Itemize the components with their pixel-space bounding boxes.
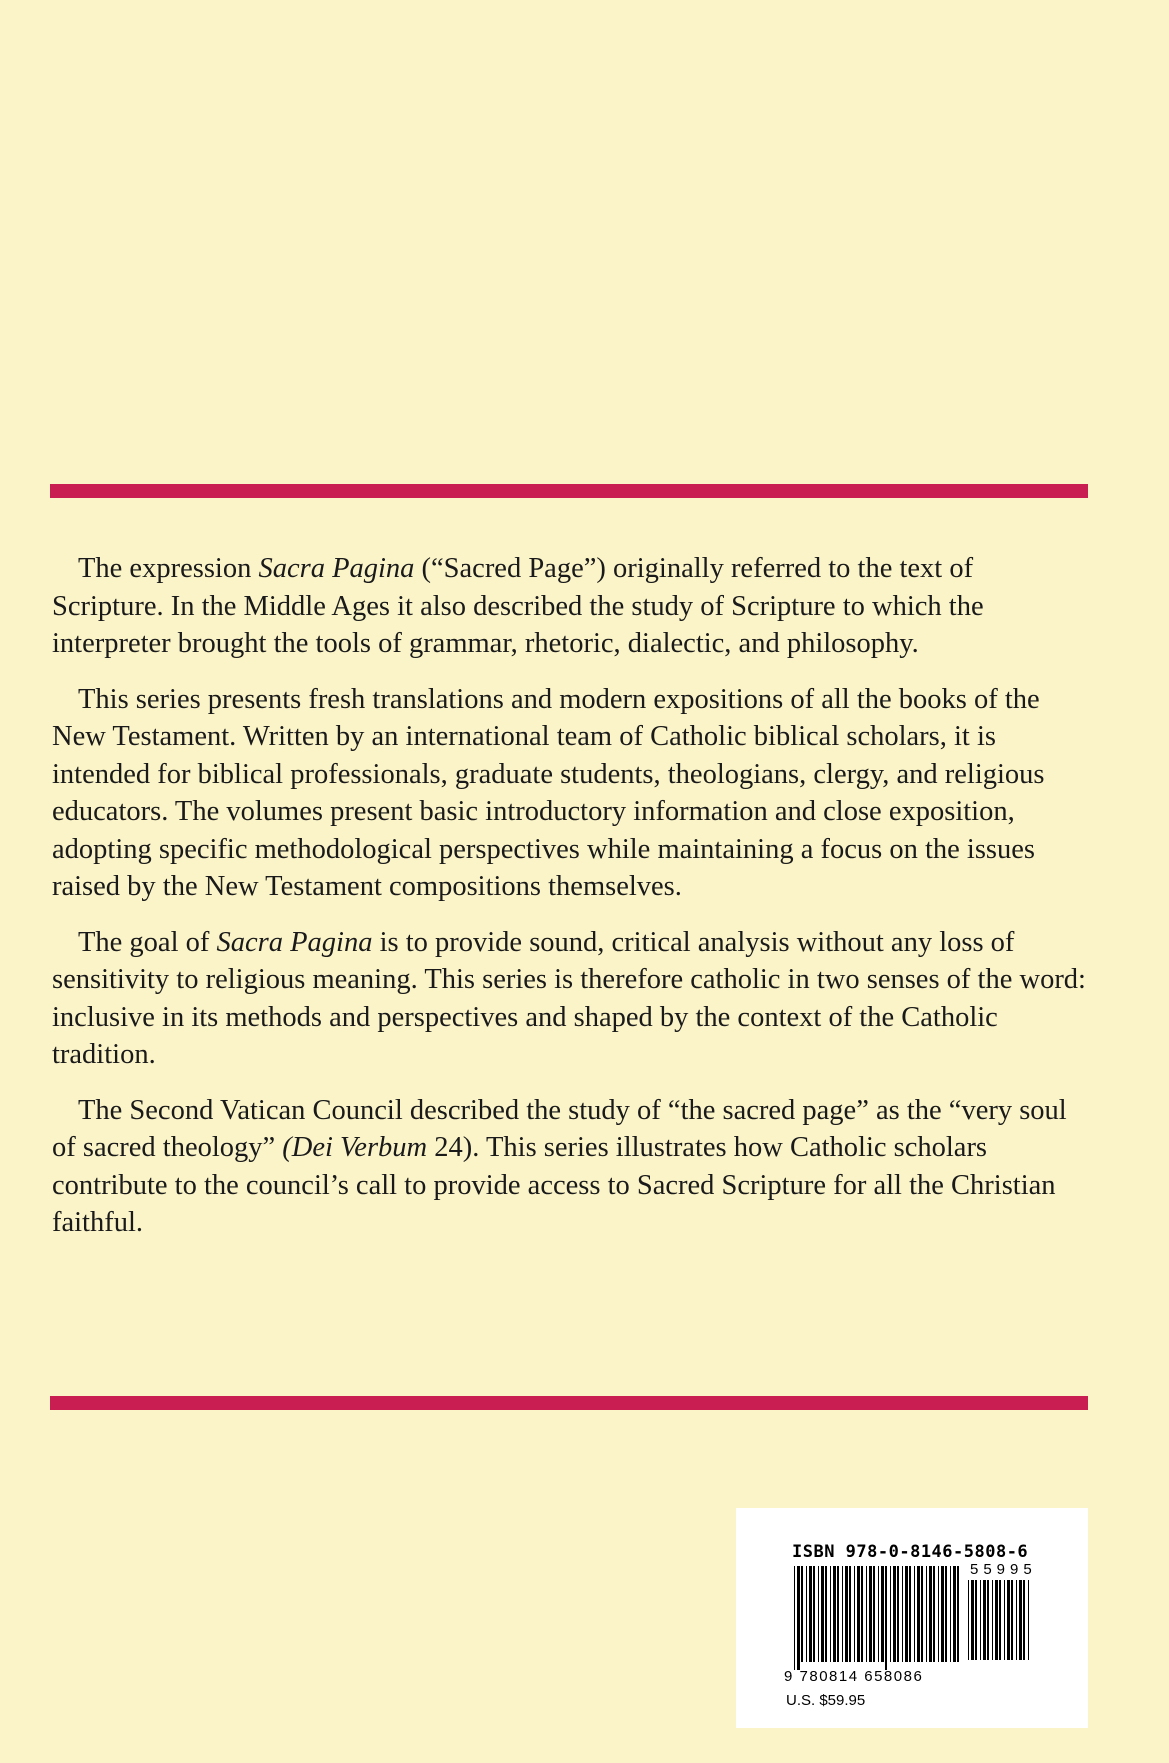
barcode-bar (825, 1566, 827, 1662)
top-divider-rule (50, 484, 1088, 498)
paragraph-text: (“Sacred Page”) originally referred to the text of Scripture. In the Middle Ages it also described the study of Scripture to which the interpreter brought the tools of grammar, rhetoric, dialectic, and philosophy. (52, 553, 984, 659)
barcode-bar (992, 1580, 993, 1660)
barcode-bar (921, 1566, 923, 1662)
paragraph-text: The expression (78, 553, 259, 584)
barcode-bar (866, 1566, 867, 1662)
barcode-bar (914, 1566, 915, 1662)
italic-title: Sacra Pagina (216, 926, 373, 958)
barcode-bar (957, 1566, 959, 1662)
barcode-bar (917, 1566, 920, 1662)
ean13-barcode (794, 1566, 960, 1670)
paragraph-text: The Second Vatican Council described the study of “the sacred page” as the “very soul of sacred theology” (52, 1094, 1067, 1163)
barcode-bar (929, 1566, 932, 1662)
barcode-bar (842, 1566, 843, 1662)
barcode-bar (830, 1566, 831, 1662)
barcode-bar (938, 1566, 939, 1662)
barcode-bar (950, 1566, 951, 1662)
paragraph-text: is to provide sound, critical analysis without any loss of sensitivity to religious meaning. This series is therefore catholic in two senses of the word: inclusive in its methods and perspectives and shaped by the context of the Catholic tradition. (52, 926, 1086, 1070)
barcode-bar (902, 1566, 903, 1662)
paragraph-1 (52, 550, 1088, 663)
paragraph-text: The goal of (78, 926, 217, 958)
barcode-bar (806, 1566, 807, 1662)
barcode-bar (1019, 1580, 1022, 1660)
barcode-bar (893, 1566, 896, 1662)
barcode-bar (926, 1566, 927, 1662)
barcode-bar (897, 1566, 899, 1662)
barcode-bar (881, 1566, 884, 1662)
barcode-bar (953, 1566, 956, 1662)
barcode-bar (885, 1566, 887, 1670)
isbn-text: ISBN 978-0-8146-5808-6 (792, 1542, 1029, 1562)
barcode-bar (801, 1566, 803, 1662)
barcode-bar (987, 1580, 989, 1660)
barcode-bar (975, 1580, 977, 1660)
barcode-bar (1028, 1580, 1029, 1660)
barcode-bar (849, 1566, 851, 1662)
italic-title: Sacra Pagina (258, 553, 415, 584)
paragraph-3 (52, 924, 1088, 1074)
price-text: U.S. $59.95 (786, 1692, 866, 1709)
barcode-bar (861, 1566, 863, 1662)
barcode-bar (833, 1566, 836, 1662)
barcode-bar (797, 1566, 800, 1670)
barcode-bar (1011, 1580, 1013, 1660)
addon-barcode (968, 1580, 1032, 1668)
paragraph-text: This series presents fresh translations and modern expositions of all the books of the New Testament. Written by an international team of Catholic biblical scholars, it is intended for biblical professionals, graduate students, theologians, clergy, and religious educators. The volumes present basic introductory information and close exposition, adopting specific methodological perspectives while maintaining a focus on the issues raised by the New Testament compositions themselves. (52, 683, 1045, 902)
barcode-bar (873, 1566, 875, 1662)
bottom-divider-rule (50, 1396, 1088, 1410)
barcode-bar (845, 1566, 848, 1662)
paragraph-4 (52, 1092, 1088, 1242)
barcode-bar (968, 1580, 969, 1660)
barcode-bar (878, 1566, 879, 1662)
ean-digits: 9 780814 658086 (784, 1668, 924, 1685)
barcode-bar (809, 1566, 812, 1662)
barcode-bar (999, 1580, 1001, 1660)
barcode-bar (857, 1566, 860, 1662)
barcode-bar (1023, 1580, 1025, 1660)
barcode-bar (818, 1566, 819, 1662)
barcode-bar (854, 1566, 855, 1662)
barcode-bar (1004, 1580, 1005, 1660)
italic-title: (Dei Verbum (282, 1132, 428, 1163)
barcode-bar (941, 1566, 944, 1662)
paragraph-2 (52, 681, 1088, 906)
barcode-bar (869, 1566, 872, 1662)
barcode-bar (1016, 1580, 1017, 1660)
barcode-bar (983, 1580, 986, 1660)
barcode-bar (890, 1566, 891, 1662)
barcode-bar (971, 1580, 974, 1660)
barcode-bar (813, 1566, 815, 1662)
paragraph-text: 24). This series illustrates how Catholic scholars contribute to the council’s call to provide access to Sacred Scripture for all the Christian faithful. (52, 1132, 1056, 1238)
barcode-bar (794, 1566, 795, 1670)
barcode-bar (837, 1566, 839, 1662)
barcode-label (736, 1508, 1088, 1728)
barcode-bar (905, 1566, 908, 1662)
barcode-bar (821, 1566, 824, 1662)
barcode-bar (933, 1566, 935, 1662)
barcode-bar (980, 1580, 981, 1660)
barcode-bar (909, 1566, 911, 1662)
barcode-bar (945, 1566, 947, 1662)
barcode-bar (1007, 1580, 1010, 1660)
series-description (52, 550, 1088, 1260)
price-addon-digits: 55995 (970, 1561, 1037, 1578)
barcode-bar (995, 1580, 998, 1660)
